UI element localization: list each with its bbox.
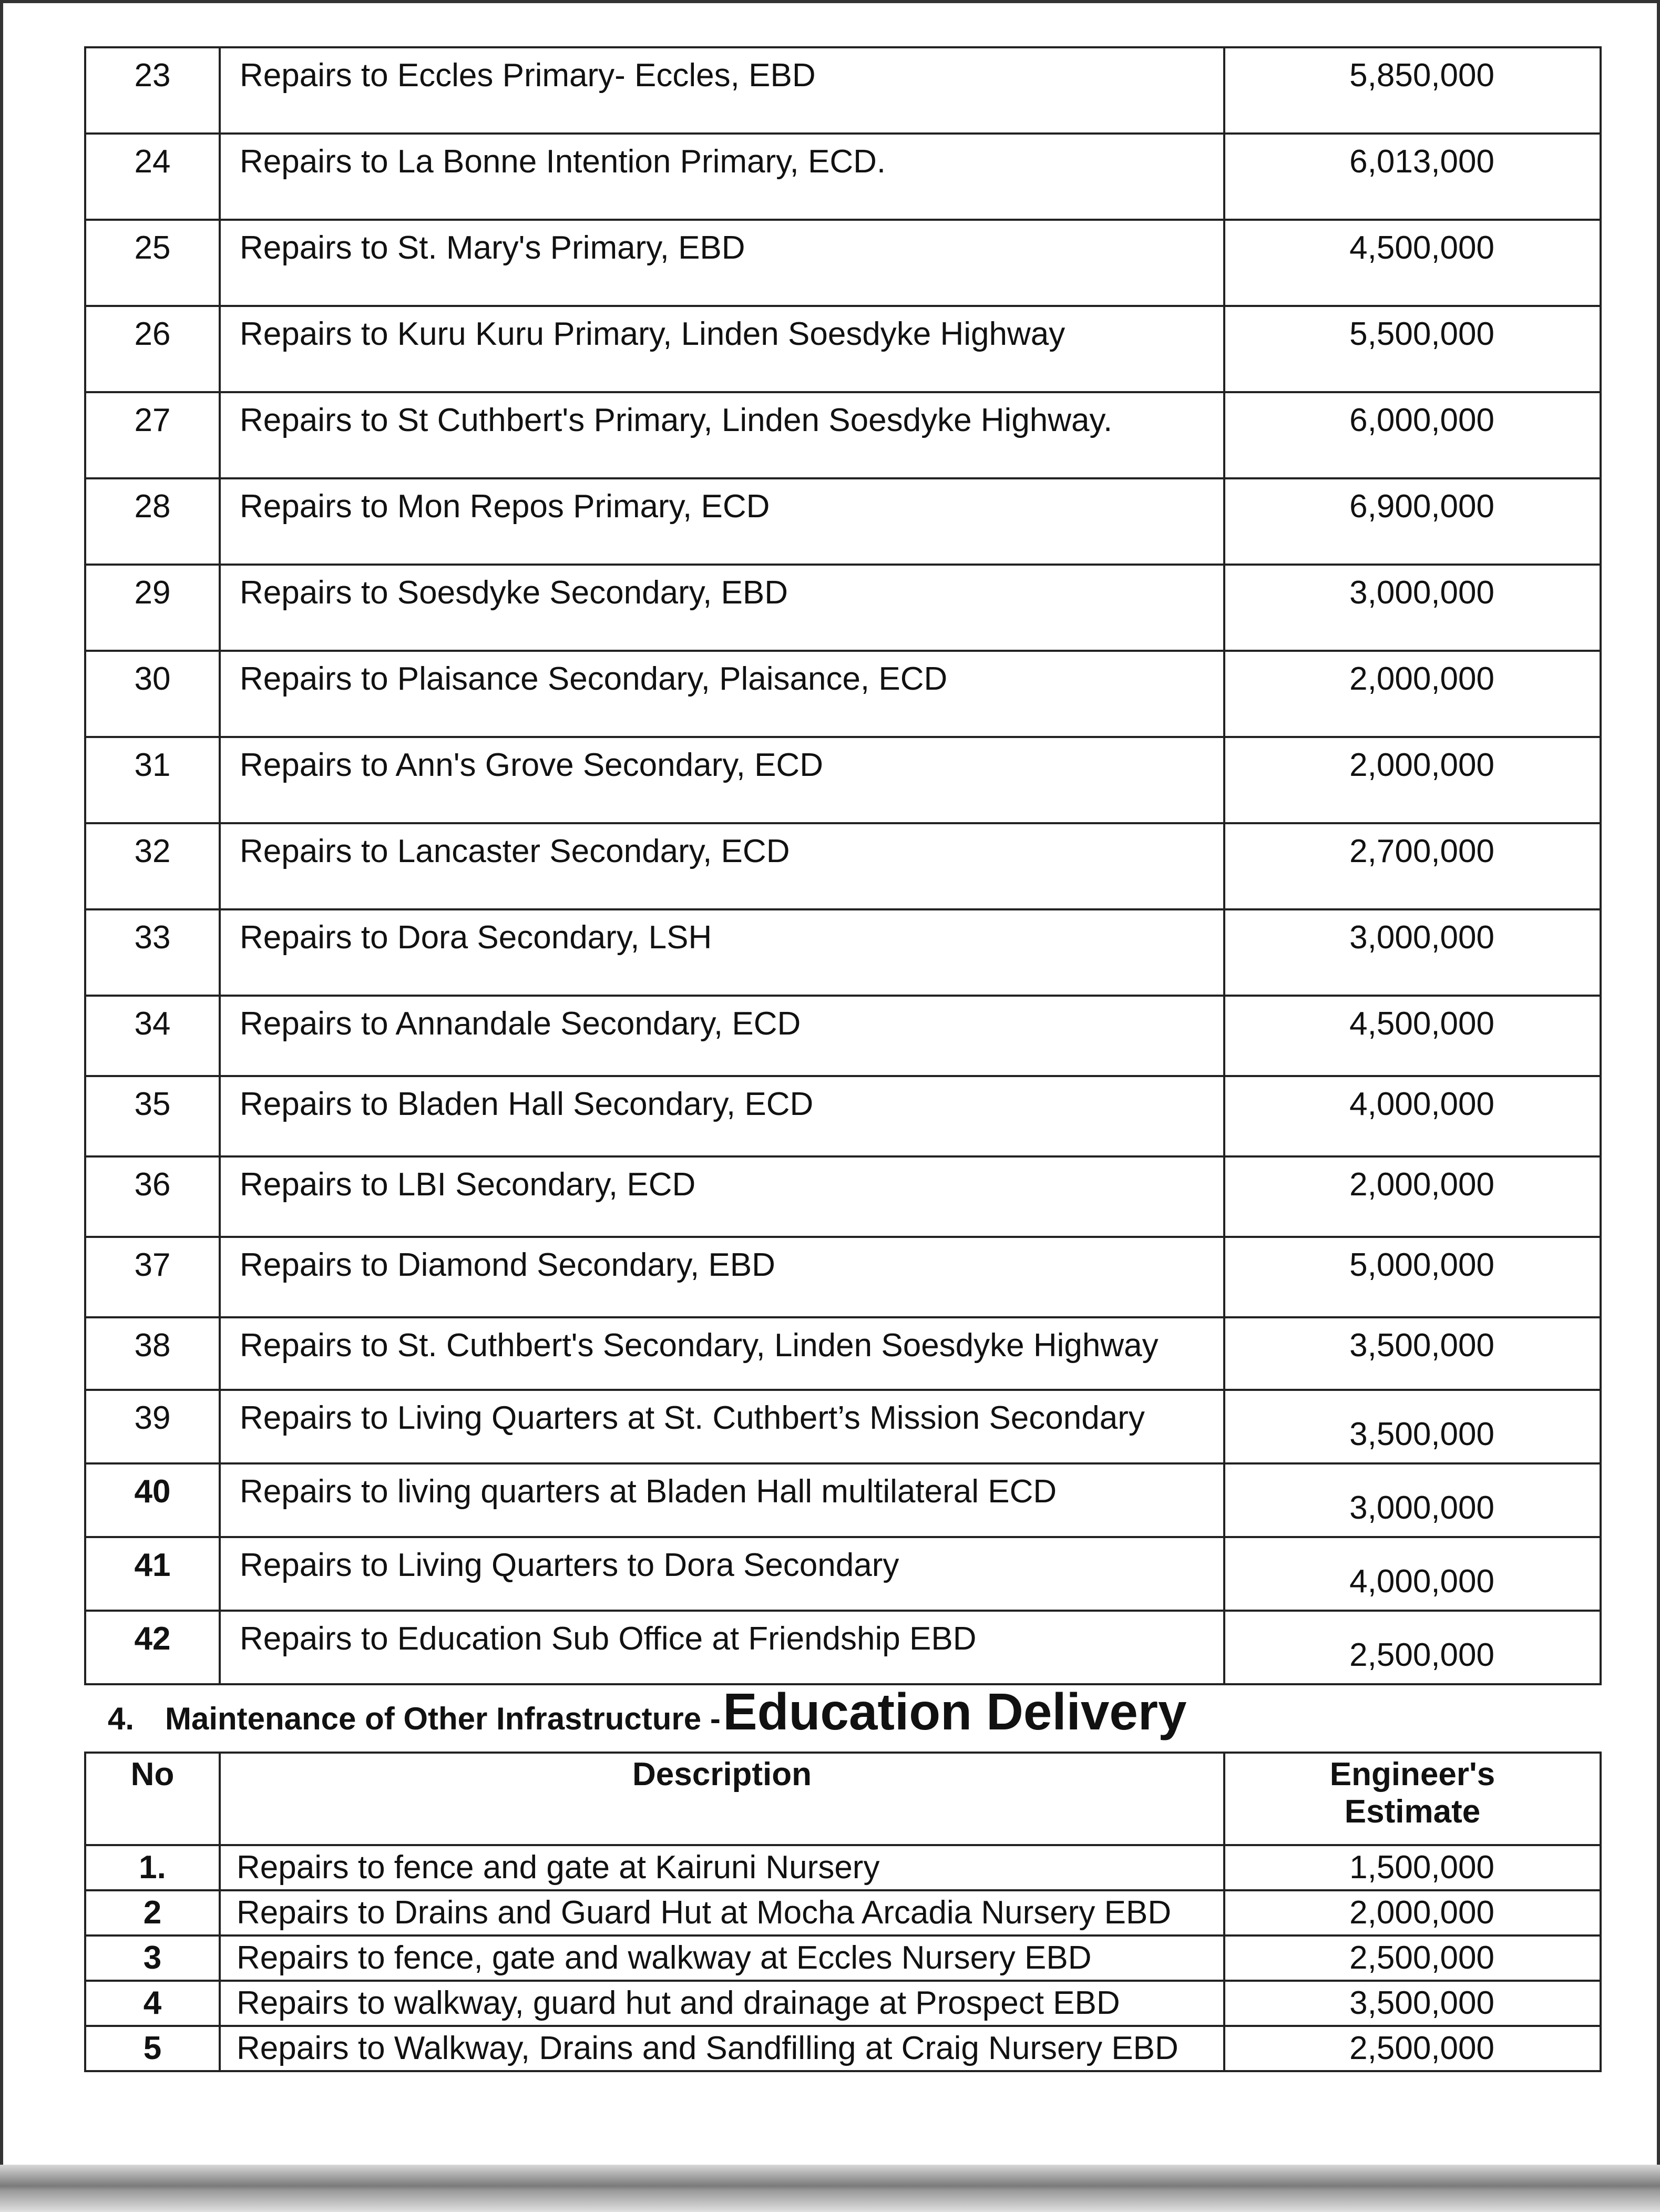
row-amount: 5,000,000: [1224, 1237, 1601, 1317]
row-description: Repairs to living quarters at Bladen Hall multilateral ECD: [220, 1463, 1224, 1537]
table-row: [85, 1076, 1601, 1156]
row-amount: 2,000,000: [1224, 1156, 1601, 1237]
row-amount: 1,500,000: [1224, 1845, 1601, 1890]
row-description: Repairs to Ann's Grove Secondary, ECD: [220, 737, 1224, 823]
row-amount: 4,000,000: [1224, 1537, 1601, 1611]
row-description: Repairs to Walkway, Drains and Sandfilling at Craig Nursery EBD: [220, 2026, 1224, 2071]
footer-bar: [0, 2165, 1660, 2212]
row-description: Repairs to St. Cuthbert's Secondary, Linden Soesdyke Highway: [220, 1317, 1224, 1390]
row-amount: 2,000,000: [1224, 1890, 1601, 1936]
row-description: Repairs to Mon Repos Primary, ECD: [220, 478, 1224, 565]
row-number: 25: [85, 220, 220, 306]
header-estimate-line1: Engineer's: [1329, 1756, 1495, 1793]
row-number: 26: [85, 306, 220, 392]
row-number: 39: [85, 1390, 220, 1463]
row-number: 24: [85, 134, 220, 220]
table-row: [85, 1890, 1601, 1936]
row-description: Repairs to walkway, guard hut and drainage at Prospect EBD: [220, 1981, 1224, 2026]
table-row: [85, 1611, 1601, 1684]
table-row: [85, 134, 1601, 220]
row-number: 38: [85, 1317, 220, 1390]
row-number: 35: [85, 1076, 220, 1156]
row-description: Repairs to Dora Secondary, LSH: [220, 909, 1224, 996]
row-amount: 3,500,000: [1224, 1981, 1601, 2026]
row-number: 23: [85, 47, 220, 134]
row-amount: 3,000,000: [1224, 1463, 1601, 1537]
table-row: [85, 823, 1601, 909]
table-row: [85, 1845, 1601, 1890]
row-amount: 3,500,000: [1224, 1317, 1601, 1390]
row-description: Repairs to Education Sub Office at Friendship EBD: [220, 1611, 1224, 1684]
row-number: 40: [85, 1463, 220, 1537]
row-description: Repairs to St. Mary's Primary, EBD: [220, 220, 1224, 306]
table-row: [85, 220, 1601, 306]
table-row: [85, 1981, 1601, 2026]
table-row: [85, 1463, 1601, 1537]
row-description: Repairs to Kuru Kuru Primary, Linden Soesdyke Highway: [220, 306, 1224, 392]
row-amount: 6,900,000: [1224, 478, 1601, 565]
table-row: [85, 478, 1601, 565]
row-amount: 3,500,000: [1224, 1390, 1601, 1463]
table-row: [85, 996, 1601, 1076]
table-row: [85, 392, 1601, 478]
row-amount: 2,500,000: [1224, 1611, 1601, 1684]
row-number: 4: [85, 1981, 220, 2026]
section-title: Maintenance of Other Infrastructure -: [165, 1701, 721, 1736]
row-description: Repairs to Lancaster Secondary, ECD: [220, 823, 1224, 909]
row-amount: 5,850,000: [1224, 47, 1601, 134]
table-row: [85, 2026, 1601, 2071]
row-number: 33: [85, 909, 220, 996]
table-row: [85, 1317, 1601, 1390]
section-title-emphasis: Education Delivery: [723, 1683, 1187, 1740]
row-amount: 5,500,000: [1224, 306, 1601, 392]
row-description: Repairs to fence, gate and walkway at Eccles Nursery EBD: [220, 1936, 1224, 1981]
table-row: [85, 651, 1601, 737]
row-number: 29: [85, 565, 220, 651]
row-number: 32: [85, 823, 220, 909]
row-description: Repairs to St Cuthbert's Primary, Linden Soesdyke Highway.: [220, 392, 1224, 478]
row-amount: 4,500,000: [1224, 220, 1601, 306]
header-no: No: [85, 1753, 220, 1845]
table-row: [85, 1936, 1601, 1981]
row-description: Repairs to La Bonne Intention Primary, ECD.: [220, 134, 1224, 220]
table-row: [85, 1237, 1601, 1317]
row-amount: 4,000,000: [1224, 1076, 1601, 1156]
table-row: [85, 306, 1601, 392]
row-amount: 2,500,000: [1224, 2026, 1601, 2071]
header-estimate: [1224, 1753, 1601, 1845]
row-description: Repairs to Annandale Secondary, ECD: [220, 996, 1224, 1076]
row-amount: 3,000,000: [1224, 909, 1601, 996]
row-amount: 6,013,000: [1224, 134, 1601, 220]
row-description: Repairs to Eccles Primary- Eccles, EBD: [220, 47, 1224, 134]
table-row: [85, 909, 1601, 996]
table-row: [85, 1537, 1601, 1611]
row-amount: 2,000,000: [1224, 737, 1601, 823]
row-number: 1.: [85, 1845, 220, 1890]
row-number: 2: [85, 1890, 220, 1936]
row-number: 34: [85, 996, 220, 1076]
table-row: [85, 1156, 1601, 1237]
row-amount: 2,500,000: [1224, 1936, 1601, 1981]
row-number: 37: [85, 1237, 220, 1317]
row-description: Repairs to Living Quarters at St. Cuthbert’s Mission Secondary: [220, 1390, 1224, 1463]
row-description: Repairs to Bladen Hall Secondary, ECD: [220, 1076, 1224, 1156]
row-amount: 2,000,000: [1224, 651, 1601, 737]
row-number: 27: [85, 392, 220, 478]
section-number: 4.: [108, 1701, 135, 1736]
row-description: Repairs to Drains and Guard Hut at Mocha Arcadia Nursery EBD: [220, 1890, 1224, 1936]
row-number: 42: [85, 1611, 220, 1684]
row-description: Repairs to Diamond Secondary, EBD: [220, 1237, 1224, 1317]
row-number: 31: [85, 737, 220, 823]
header-estimate-line2: Estimate: [1344, 1794, 1481, 1830]
row-description: Repairs to Plaisance Secondary, Plaisance, ECD: [220, 651, 1224, 737]
row-description: Repairs to Living Quarters to Dora Secondary: [220, 1537, 1224, 1611]
header-row: [85, 1753, 1601, 1845]
row-number: 36: [85, 1156, 220, 1237]
row-number: 5: [85, 2026, 220, 2071]
row-description: Repairs to fence and gate at Kairuni Nursery: [220, 1845, 1224, 1890]
table-row: [85, 1390, 1601, 1463]
row-number: 28: [85, 478, 220, 565]
table-row: [85, 47, 1601, 134]
row-description: Repairs to Soesdyke Secondary, EBD: [220, 565, 1224, 651]
row-number: 30: [85, 651, 220, 737]
row-amount: 4,500,000: [1224, 996, 1601, 1076]
table-row: [85, 737, 1601, 823]
row-amount: 3,000,000: [1224, 565, 1601, 651]
row-description: Repairs to LBI Secondary, ECD: [220, 1156, 1224, 1237]
header-description: Description: [220, 1753, 1224, 1845]
row-amount: 6,000,000: [1224, 392, 1601, 478]
row-number: 41: [85, 1537, 220, 1611]
school-repairs-table: [84, 46, 1602, 1685]
other-infrastructure-table: [84, 1752, 1602, 2072]
row-amount: 2,700,000: [1224, 823, 1601, 909]
table-row: [85, 565, 1601, 651]
section-heading: [108, 1682, 1187, 1742]
row-number: 3: [85, 1936, 220, 1981]
